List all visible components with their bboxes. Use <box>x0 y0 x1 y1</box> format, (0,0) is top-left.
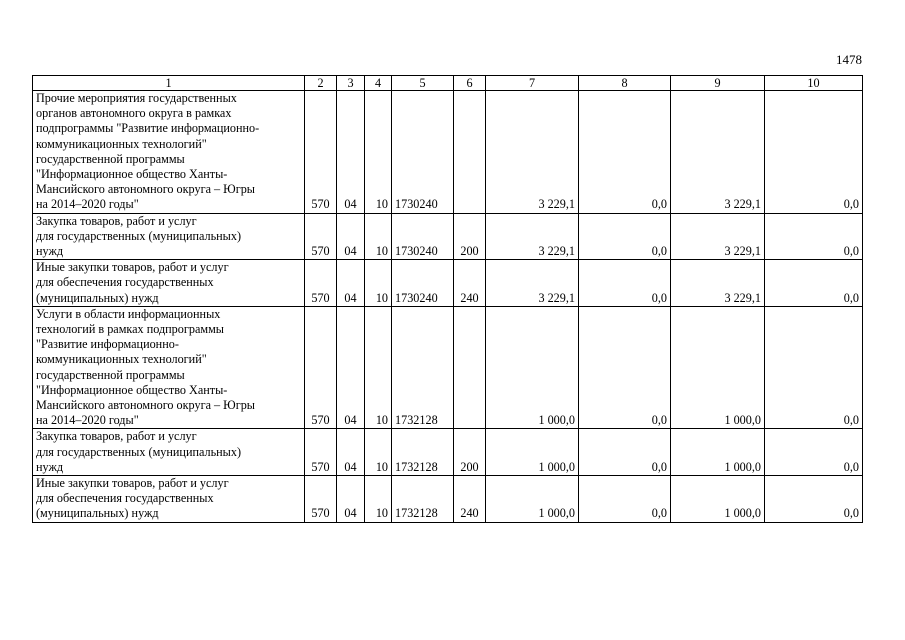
cell-amount-col8: 0,0 <box>579 260 671 307</box>
table-row <box>33 213 863 260</box>
row-description: Услуги в области информационных технологий в рамках подпрограммы "Развитие информационно- коммуникационных технологий" государственной программы "Информационное общество Ханты- Мансийского автономного округа – Югры на 2014–2020 годы" <box>33 306 305 429</box>
cell-amount-col10: 0,0 <box>765 429 863 476</box>
row-description: Прочие мероприятия государственных органов автономного округа в рамках подпрограммы "Развитие информационно- коммуникационных технологий" государственной программы "Информационное общество Ханты- Мансийского автономного округа – Югры на 2014–2020 годы" <box>33 91 305 214</box>
header-col-7: 7 <box>486 76 579 91</box>
cell-expense-type: 240 <box>454 260 486 307</box>
header-col-5: 5 <box>392 76 454 91</box>
row-description: Иные закупки товаров, работ и услуг для обеспечения государственных (муниципальных) нужд <box>33 476 305 523</box>
header-col-3: 3 <box>337 76 365 91</box>
cell-expense-type: 200 <box>454 429 486 476</box>
header-row <box>33 76 863 91</box>
cell-ministry-code: 570 <box>305 306 337 429</box>
cell-ministry-code: 570 <box>305 476 337 523</box>
header-col-1: 1 <box>33 76 305 91</box>
cell-ministry-code: 570 <box>305 213 337 260</box>
cell-target-article: 1730240 <box>392 213 454 260</box>
page-number: 1478 <box>836 52 862 67</box>
cell-target-article: 1732128 <box>392 476 454 523</box>
cell-subsection: 10 <box>365 476 392 523</box>
header-col-9: 9 <box>671 76 765 91</box>
cell-amount-total: 1 000,0 <box>486 429 579 476</box>
cell-amount-col8: 0,0 <box>579 476 671 523</box>
cell-section: 04 <box>337 91 365 214</box>
cell-amount-col8: 0,0 <box>579 91 671 214</box>
cell-ministry-code: 570 <box>305 260 337 307</box>
row-description: Закупка товаров, работ и услуг для государственных (муниципальных) нужд <box>33 213 305 260</box>
cell-target-article: 1732128 <box>392 429 454 476</box>
header-col-10: 10 <box>765 76 863 91</box>
cell-ministry-code: 570 <box>305 91 337 214</box>
table-row <box>33 429 863 476</box>
cell-expense-type: 200 <box>454 213 486 260</box>
cell-target-article: 1730240 <box>392 260 454 307</box>
table-row <box>33 476 863 523</box>
header-col-4: 4 <box>365 76 392 91</box>
cell-amount-col8: 0,0 <box>579 213 671 260</box>
cell-amount-col10: 0,0 <box>765 91 863 214</box>
cell-amount-col8: 0,0 <box>579 429 671 476</box>
cell-subsection: 10 <box>365 306 392 429</box>
cell-section: 04 <box>337 476 365 523</box>
table-row <box>33 91 863 214</box>
cell-amount-total: 3 229,1 <box>486 260 579 307</box>
cell-target-article: 1732128 <box>392 306 454 429</box>
table-row <box>33 260 863 307</box>
cell-subsection: 10 <box>365 260 392 307</box>
cell-amount-total: 1 000,0 <box>486 306 579 429</box>
cell-target-article: 1730240 <box>392 91 454 214</box>
cell-amount-col9: 3 229,1 <box>671 213 765 260</box>
cell-expense-type <box>454 91 486 214</box>
table-body <box>33 91 863 523</box>
cell-amount-total: 3 229,1 <box>486 91 579 214</box>
cell-amount-col9: 3 229,1 <box>671 91 765 214</box>
cell-ministry-code: 570 <box>305 429 337 476</box>
cell-amount-col9: 3 229,1 <box>671 260 765 307</box>
cell-amount-total: 1 000,0 <box>486 476 579 523</box>
cell-subsection: 10 <box>365 429 392 476</box>
budget-table <box>32 75 863 523</box>
cell-section: 04 <box>337 213 365 260</box>
cell-amount-col10: 0,0 <box>765 213 863 260</box>
cell-amount-total: 3 229,1 <box>486 213 579 260</box>
cell-amount-col10: 0,0 <box>765 260 863 307</box>
cell-amount-col9: 1 000,0 <box>671 476 765 523</box>
cell-amount-col10: 0,0 <box>765 306 863 429</box>
row-description: Закупка товаров, работ и услуг для государственных (муниципальных) нужд <box>33 429 305 476</box>
cell-section: 04 <box>337 306 365 429</box>
cell-amount-col8: 0,0 <box>579 306 671 429</box>
row-description: Иные закупки товаров, работ и услуг для обеспечения государственных (муниципальных) нужд <box>33 260 305 307</box>
cell-subsection: 10 <box>365 213 392 260</box>
cell-section: 04 <box>337 260 365 307</box>
cell-expense-type <box>454 306 486 429</box>
cell-amount-col10: 0,0 <box>765 476 863 523</box>
table-header <box>33 76 863 91</box>
header-col-8: 8 <box>579 76 671 91</box>
cell-amount-col9: 1 000,0 <box>671 429 765 476</box>
cell-subsection: 10 <box>365 91 392 214</box>
cell-section: 04 <box>337 429 365 476</box>
header-col-6: 6 <box>454 76 486 91</box>
table-row <box>33 306 863 429</box>
cell-expense-type: 240 <box>454 476 486 523</box>
cell-amount-col9: 1 000,0 <box>671 306 765 429</box>
header-col-2: 2 <box>305 76 337 91</box>
